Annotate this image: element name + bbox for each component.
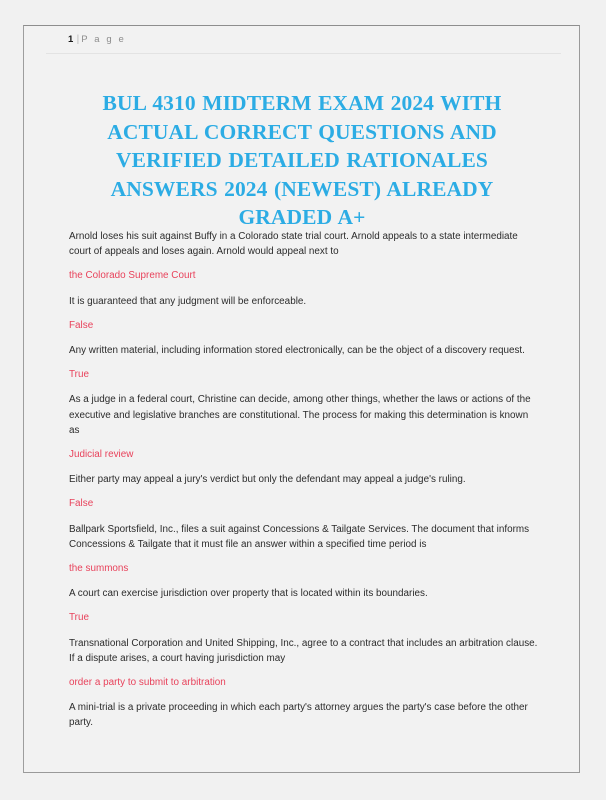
header-page-number: 1 [68,34,74,45]
qa-item [69,636,541,691]
question-text: A mini-trial is a private proceeding in which each party's attorney argues the party's case before the other party. [69,702,528,729]
qa-item [69,700,541,730]
qa-item [69,472,541,511]
document-title: BUL 4310 MIDTERM EXAM 2024 WITH ACTUAL CORRECT QUESTIONS AND VERIFIED DETAILED RATIONALES ANSWERS 2024 (NEWEST) ALREADY GRADED A+ [102,91,502,230]
qa-item [69,294,541,333]
answer-text: False [69,498,94,510]
answer-text: the Colorado Supreme Court [69,270,196,282]
qa-item [69,522,541,577]
answer-text: False [69,319,94,331]
question-text: Ballpark Sportsfield, Inc., files a suit against Concessions & Tailgate Services. The document that informs Concessions & Tailgate that it must file an answer within a specified time period is [69,523,530,550]
qa-item [69,229,541,284]
qa-item [69,586,541,625]
question-text: A court can exercise jurisdiction over property that is located within its boundaries. [69,588,428,600]
document-page [23,25,580,773]
exam-question-list [69,229,541,731]
header-separator: | [76,34,80,45]
page-running-header [24,26,579,54]
question-text: Any written material, including information stored electronically, can be the object of a discovery request. [69,345,525,357]
answer-text: True [69,612,89,624]
header-page-label [68,34,557,46]
question-text: Either party may appeal a jury's verdict but only the defendant may appeal a judge's ruling. [69,474,466,486]
question-text: As a judge in a federal court, Christine can decide, among other things, whether the laws or actions of the executive and legislative branches are constitutional. The process for making this determination is known as [69,394,531,436]
question-text: Arnold loses his suit against Buffy in a Colorado state trial court. Arnold appeals to a state intermediate court of appeals and loses again. Arnold would appeal next to [69,231,518,258]
answer-text: order a party to submit to arbitration [69,677,226,689]
header-page-word: P a g e [81,34,126,45]
header-divider [46,53,561,54]
page-content-area [24,26,579,772]
answer-text: Judicial review [69,449,134,461]
question-text: It is guaranteed that any judgment will be enforceable. [69,295,307,307]
qa-item [69,392,541,462]
question-text: Transnational Corporation and United Shipping, Inc., agree to a contract that includes an arbitration clause. If a dispute arises, a court having jurisdiction may [69,637,538,664]
answer-text: True [69,369,89,381]
answer-text: the summons [69,563,129,575]
qa-item [69,343,541,382]
